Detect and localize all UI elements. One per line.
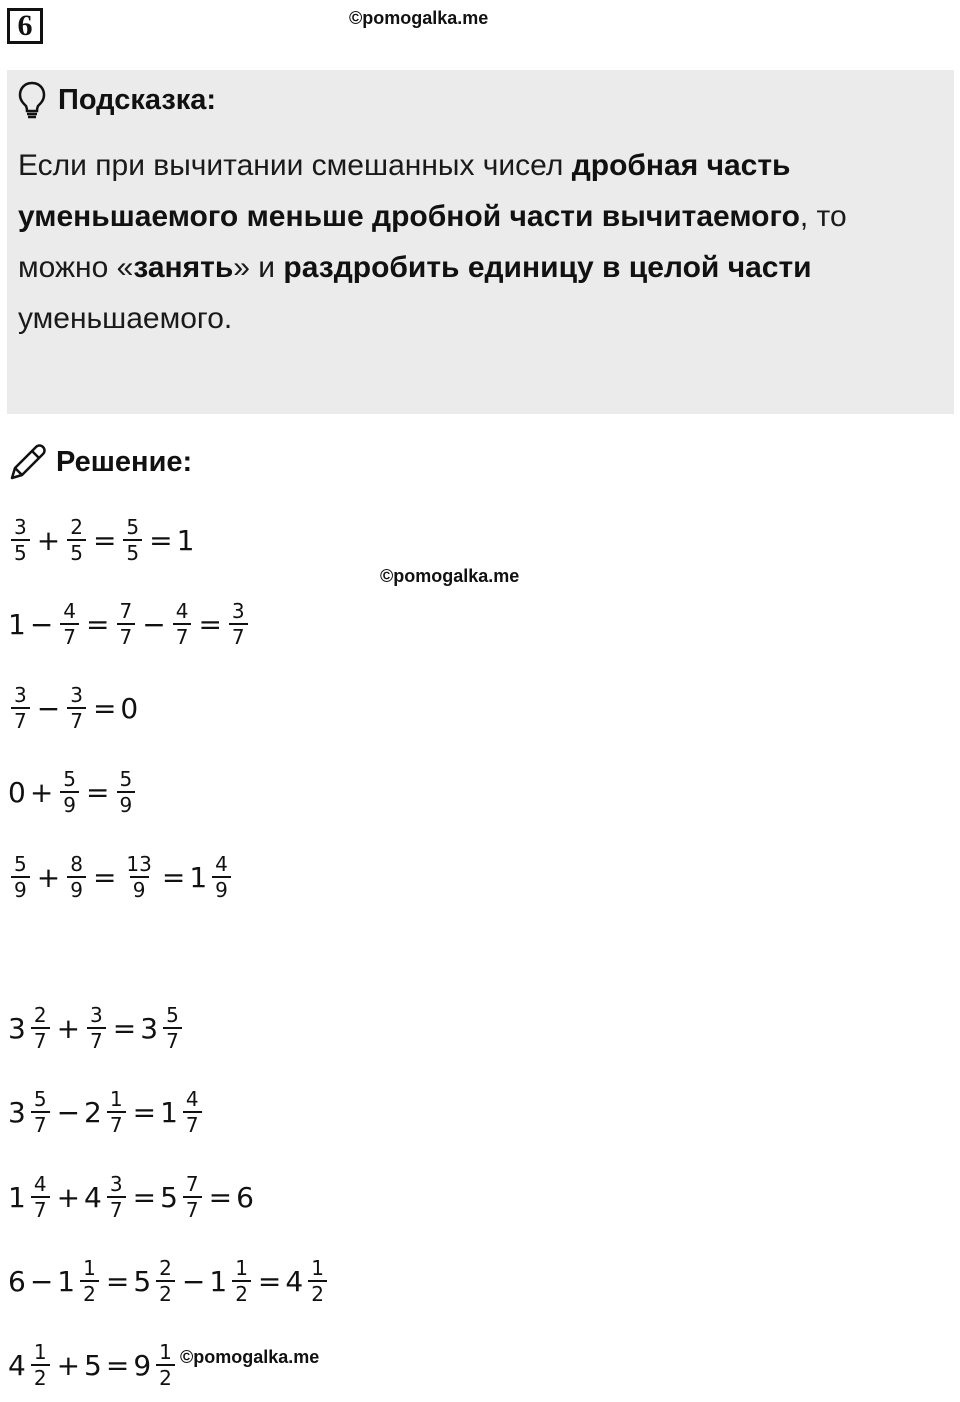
- math-operator: =: [132, 1095, 157, 1129]
- fraction: [123, 852, 154, 902]
- fraction: [107, 1087, 126, 1137]
- fraction: [123, 515, 142, 565]
- lightbulb-icon: [18, 81, 46, 119]
- denominator: 7: [87, 1027, 106, 1053]
- fraction: [163, 1003, 182, 1053]
- math-operator: +: [29, 775, 54, 809]
- math-operator: =: [198, 607, 222, 641]
- numerator: 3: [14, 683, 27, 707]
- numerator: 4: [63, 599, 77, 623]
- math-operator: −: [56, 1095, 81, 1129]
- fraction: [11, 515, 30, 565]
- hint-text-segment: уменьшаемого.: [18, 302, 233, 335]
- math-operator: +: [36, 860, 61, 894]
- denominator: 7: [60, 623, 79, 649]
- equation-row: [8, 1080, 205, 1144]
- numerator: 4: [185, 1087, 199, 1111]
- pencil-icon: [8, 442, 48, 482]
- denominator: 7: [117, 623, 136, 649]
- math-operator: =: [92, 691, 117, 725]
- fraction: [31, 1340, 50, 1390]
- fraction: [183, 1172, 202, 1222]
- equation-row: [8, 760, 138, 824]
- hint-header: [18, 80, 216, 120]
- mixed-whole: 3: [8, 1011, 26, 1045]
- fraction: [60, 599, 79, 649]
- equation-row: [8, 996, 185, 1060]
- fraction: [117, 599, 136, 649]
- fraction: [67, 515, 86, 565]
- math-operator: −: [29, 1264, 54, 1298]
- watermark: ©pomogalka.me: [380, 566, 520, 586]
- math-number: 0: [8, 775, 26, 809]
- fraction: [173, 599, 192, 649]
- fraction: [60, 767, 79, 817]
- numerator: 1: [83, 1256, 96, 1280]
- denominator: 7: [31, 1196, 50, 1222]
- denominator: 9: [212, 876, 231, 902]
- hint-text: [18, 140, 938, 344]
- denominator: 7: [107, 1196, 126, 1222]
- numerator: 1: [159, 1340, 172, 1364]
- numerator: 5: [126, 515, 140, 539]
- numerator: 5: [63, 767, 77, 791]
- math-operator: −: [29, 607, 54, 641]
- numerator: 3: [231, 599, 245, 623]
- math-operator: +: [36, 523, 61, 557]
- hint-text-bold: дробная часть уменьшаемого меньше дробной части вычитаемого: [18, 149, 800, 233]
- fraction: [67, 852, 86, 902]
- math-number: 1: [176, 523, 195, 557]
- numerator: 13: [126, 852, 152, 876]
- equation-row: [8, 508, 194, 572]
- mixed-whole: 4: [285, 1264, 304, 1298]
- math-operator: =: [86, 607, 110, 641]
- equation-row: [8, 1333, 178, 1397]
- mixed-whole: 1: [189, 860, 208, 894]
- fraction: [31, 1003, 50, 1053]
- denominator: 9: [60, 791, 79, 817]
- math-number: 1: [8, 607, 26, 641]
- task-number: 6: [7, 8, 43, 44]
- denominator: 5: [123, 539, 142, 565]
- fraction: [31, 1172, 50, 1222]
- denominator: 7: [173, 623, 192, 649]
- denominator: 5: [11, 539, 30, 565]
- numerator: 1: [311, 1256, 324, 1280]
- denominator: 9: [117, 791, 136, 817]
- math-number: 0: [120, 691, 139, 725]
- mixed-whole: 1: [209, 1264, 228, 1298]
- denominator: 7: [229, 623, 248, 649]
- numerator: 1: [235, 1256, 248, 1280]
- math-operator: =: [208, 1180, 233, 1214]
- denominator: 2: [31, 1364, 50, 1390]
- fraction: [87, 1003, 106, 1053]
- math-operator: =: [132, 1180, 157, 1214]
- numerator: 3: [109, 1172, 123, 1196]
- denominator: 7: [31, 1111, 50, 1137]
- hint-text-segment: , то можно «: [18, 200, 847, 284]
- mixed-whole: 1: [57, 1264, 76, 1298]
- denominator: 9: [11, 876, 30, 902]
- numerator: 5: [119, 767, 133, 791]
- numerator: 5: [33, 1087, 47, 1111]
- mixed-whole: 2: [84, 1095, 102, 1129]
- mixed-whole: 3: [140, 1011, 159, 1045]
- numerator: 3: [90, 1003, 103, 1027]
- fraction: [31, 1087, 50, 1137]
- equation-row: [8, 592, 251, 656]
- numerator: 5: [166, 1003, 179, 1027]
- numerator: 7: [119, 599, 133, 623]
- numerator: 4: [215, 852, 228, 876]
- fraction: [11, 683, 30, 733]
- denominator: 9: [67, 876, 86, 902]
- mixed-whole: 1: [160, 1095, 178, 1129]
- numerator: 2: [70, 515, 83, 539]
- numerator: 5: [14, 852, 27, 876]
- math-operator: −: [181, 1264, 206, 1298]
- denominator: 2: [80, 1280, 99, 1306]
- denominator: 7: [107, 1111, 126, 1137]
- fraction: [183, 1087, 202, 1137]
- fraction: [156, 1256, 175, 1306]
- equation-row: [8, 1249, 330, 1313]
- math-operator: +: [56, 1180, 81, 1214]
- fraction: [232, 1256, 251, 1306]
- fraction: [107, 1172, 126, 1222]
- hint-text-bold: раздробить единицу в целой части: [283, 251, 812, 284]
- numerator: 1: [109, 1087, 123, 1111]
- denominator: 7: [31, 1027, 50, 1053]
- denominator: 7: [183, 1111, 202, 1137]
- denominator: 2: [308, 1280, 327, 1306]
- watermark: ©pomogalka.me: [349, 8, 489, 28]
- denominator: 5: [67, 539, 86, 565]
- denominator: 9: [130, 876, 149, 902]
- math-operator: +: [56, 1348, 81, 1382]
- numerator: 2: [159, 1256, 172, 1280]
- mixed-whole: 4: [84, 1180, 102, 1214]
- solution-title: Решение:: [56, 445, 193, 478]
- numerator: 7: [185, 1172, 199, 1196]
- fraction: [80, 1256, 99, 1306]
- denominator: 7: [183, 1196, 202, 1222]
- fraction: [229, 599, 248, 649]
- numerator: 3: [70, 683, 83, 707]
- mixed-whole: 5: [160, 1180, 178, 1214]
- math-operator: =: [105, 1348, 130, 1382]
- hint-text-bold: занять: [133, 251, 234, 284]
- equation-row: [8, 676, 138, 740]
- fraction: [11, 852, 30, 902]
- numerator: 4: [33, 1172, 47, 1196]
- numerator: 4: [175, 599, 189, 623]
- math-operator: =: [149, 523, 173, 557]
- math-operator: =: [105, 1264, 130, 1298]
- math-operator: =: [112, 1011, 137, 1045]
- denominator: 2: [232, 1280, 251, 1306]
- numerator: 2: [33, 1003, 47, 1027]
- math-operator: +: [56, 1011, 81, 1045]
- numerator: 3: [14, 515, 27, 539]
- math-operator: −: [36, 691, 61, 725]
- mixed-whole: 9: [133, 1348, 152, 1382]
- math-operator: =: [86, 775, 110, 809]
- equation-row: [8, 1165, 254, 1229]
- fraction: [156, 1340, 175, 1390]
- math-number: 6: [8, 1264, 26, 1298]
- math-number: 6: [236, 1180, 254, 1214]
- mixed-whole: 1: [8, 1180, 26, 1214]
- denominator: 7: [67, 707, 86, 733]
- math-number: 5: [84, 1348, 102, 1382]
- denominator: 2: [156, 1280, 175, 1306]
- fraction: [308, 1256, 327, 1306]
- math-operator: −: [142, 607, 166, 641]
- denominator: 7: [163, 1027, 182, 1053]
- fraction: [212, 852, 231, 902]
- hint-title: Подсказка:: [58, 83, 217, 116]
- fraction: [117, 767, 136, 817]
- hint-text-segment: Если при вычитании смешанных чисел: [18, 149, 572, 182]
- equation-row: [8, 845, 234, 909]
- mixed-whole: 3: [8, 1095, 26, 1129]
- numerator: 8: [70, 852, 83, 876]
- math-operator: =: [161, 860, 186, 894]
- denominator: 7: [11, 707, 30, 733]
- math-operator: =: [257, 1264, 282, 1298]
- solution-header: [8, 440, 192, 484]
- denominator: 2: [156, 1364, 175, 1390]
- mixed-whole: 4: [8, 1348, 26, 1382]
- numerator: 1: [33, 1340, 47, 1364]
- watermark: ©pomogalka.me: [180, 1347, 320, 1367]
- fraction: [67, 683, 86, 733]
- hint-text-segment: » и: [233, 251, 284, 284]
- mixed-whole: 5: [133, 1264, 152, 1298]
- math-operator: =: [92, 860, 117, 894]
- math-operator: =: [92, 523, 117, 557]
